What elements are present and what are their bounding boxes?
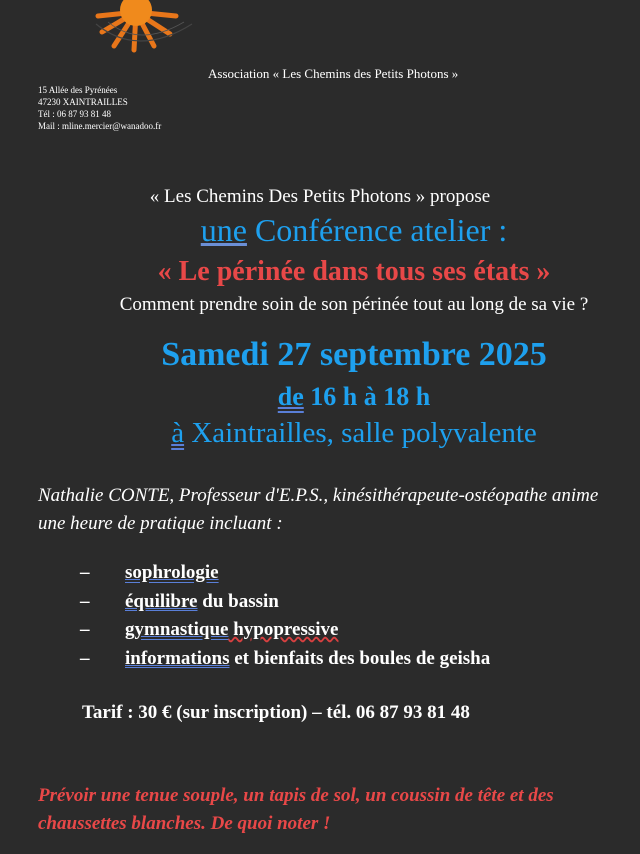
list-dash: –	[80, 647, 90, 669]
list-item	[0, 591, 640, 620]
conference-question: Comment prendre soin de son périnée tout au long de sa vie ?	[119, 294, 589, 315]
event-hours-prefix: de	[277, 382, 304, 411]
list-dash: –	[80, 619, 90, 640]
presenter-description: Nathalie CONTE, Professeur d'E.P.S., kinésithérapeute-ostéopathe anime une heure de pratique incluant :	[38, 485, 599, 534]
list-item	[0, 619, 640, 648]
activity-keyword: gymnastique	[125, 619, 229, 640]
event-place-prefix: à	[171, 417, 185, 449]
equipment-note: Prévoir une tenue souple, un tapis de sol, un coussin de tête et des chaussettes blanches. De quoi noter !	[38, 785, 554, 834]
conference-title-rest: Conférence atelier :	[246, 212, 508, 248]
list-item	[0, 648, 640, 677]
address-mail: Mail : mline.mercier@wanadoo.fr	[38, 121, 162, 131]
activities-list	[0, 562, 640, 676]
event-hours-rest: 16 h à 18 h	[303, 382, 431, 411]
event-date: Samedi 27 septembre 2025	[161, 336, 547, 373]
address-street: 15 Allée des Pyrénées	[38, 85, 118, 95]
conference-title	[0, 212, 640, 249]
list-item	[0, 562, 640, 591]
association-address	[38, 84, 161, 132]
activity-keyword: équilibre	[125, 590, 198, 612]
association-name: Association « Les Chemins des Petits Photons »	[208, 66, 459, 81]
event-place	[0, 417, 640, 450]
activity-detail: hypopressive	[228, 619, 339, 640]
list-dash: –	[80, 562, 90, 583]
activity-keyword: sophrologie	[125, 562, 219, 583]
association-logo	[88, 0, 200, 54]
activity-detail: du bassin	[197, 590, 279, 612]
conference-title-prefix: une	[200, 212, 247, 248]
address-city: 47230 XAINTRAILLES	[38, 97, 128, 107]
address-phone: Tél : 06 87 93 81 48	[38, 109, 111, 119]
event-place-rest: Xaintrailles, salle polyvalente	[184, 417, 537, 449]
tarif: Tarif : 30 € (sur inscription) – tél. 06 87 93 81 48	[82, 702, 470, 723]
event-hours	[0, 382, 640, 412]
list-dash: –	[80, 590, 90, 612]
activity-keyword: informations	[125, 647, 230, 669]
conference-subject: « Le périnée dans tous ses états »	[157, 256, 551, 287]
event-propose: « Les Chemins Des Petits Photons » propose	[149, 186, 491, 207]
activity-detail: et bienfaits des boules de geisha	[229, 647, 491, 669]
